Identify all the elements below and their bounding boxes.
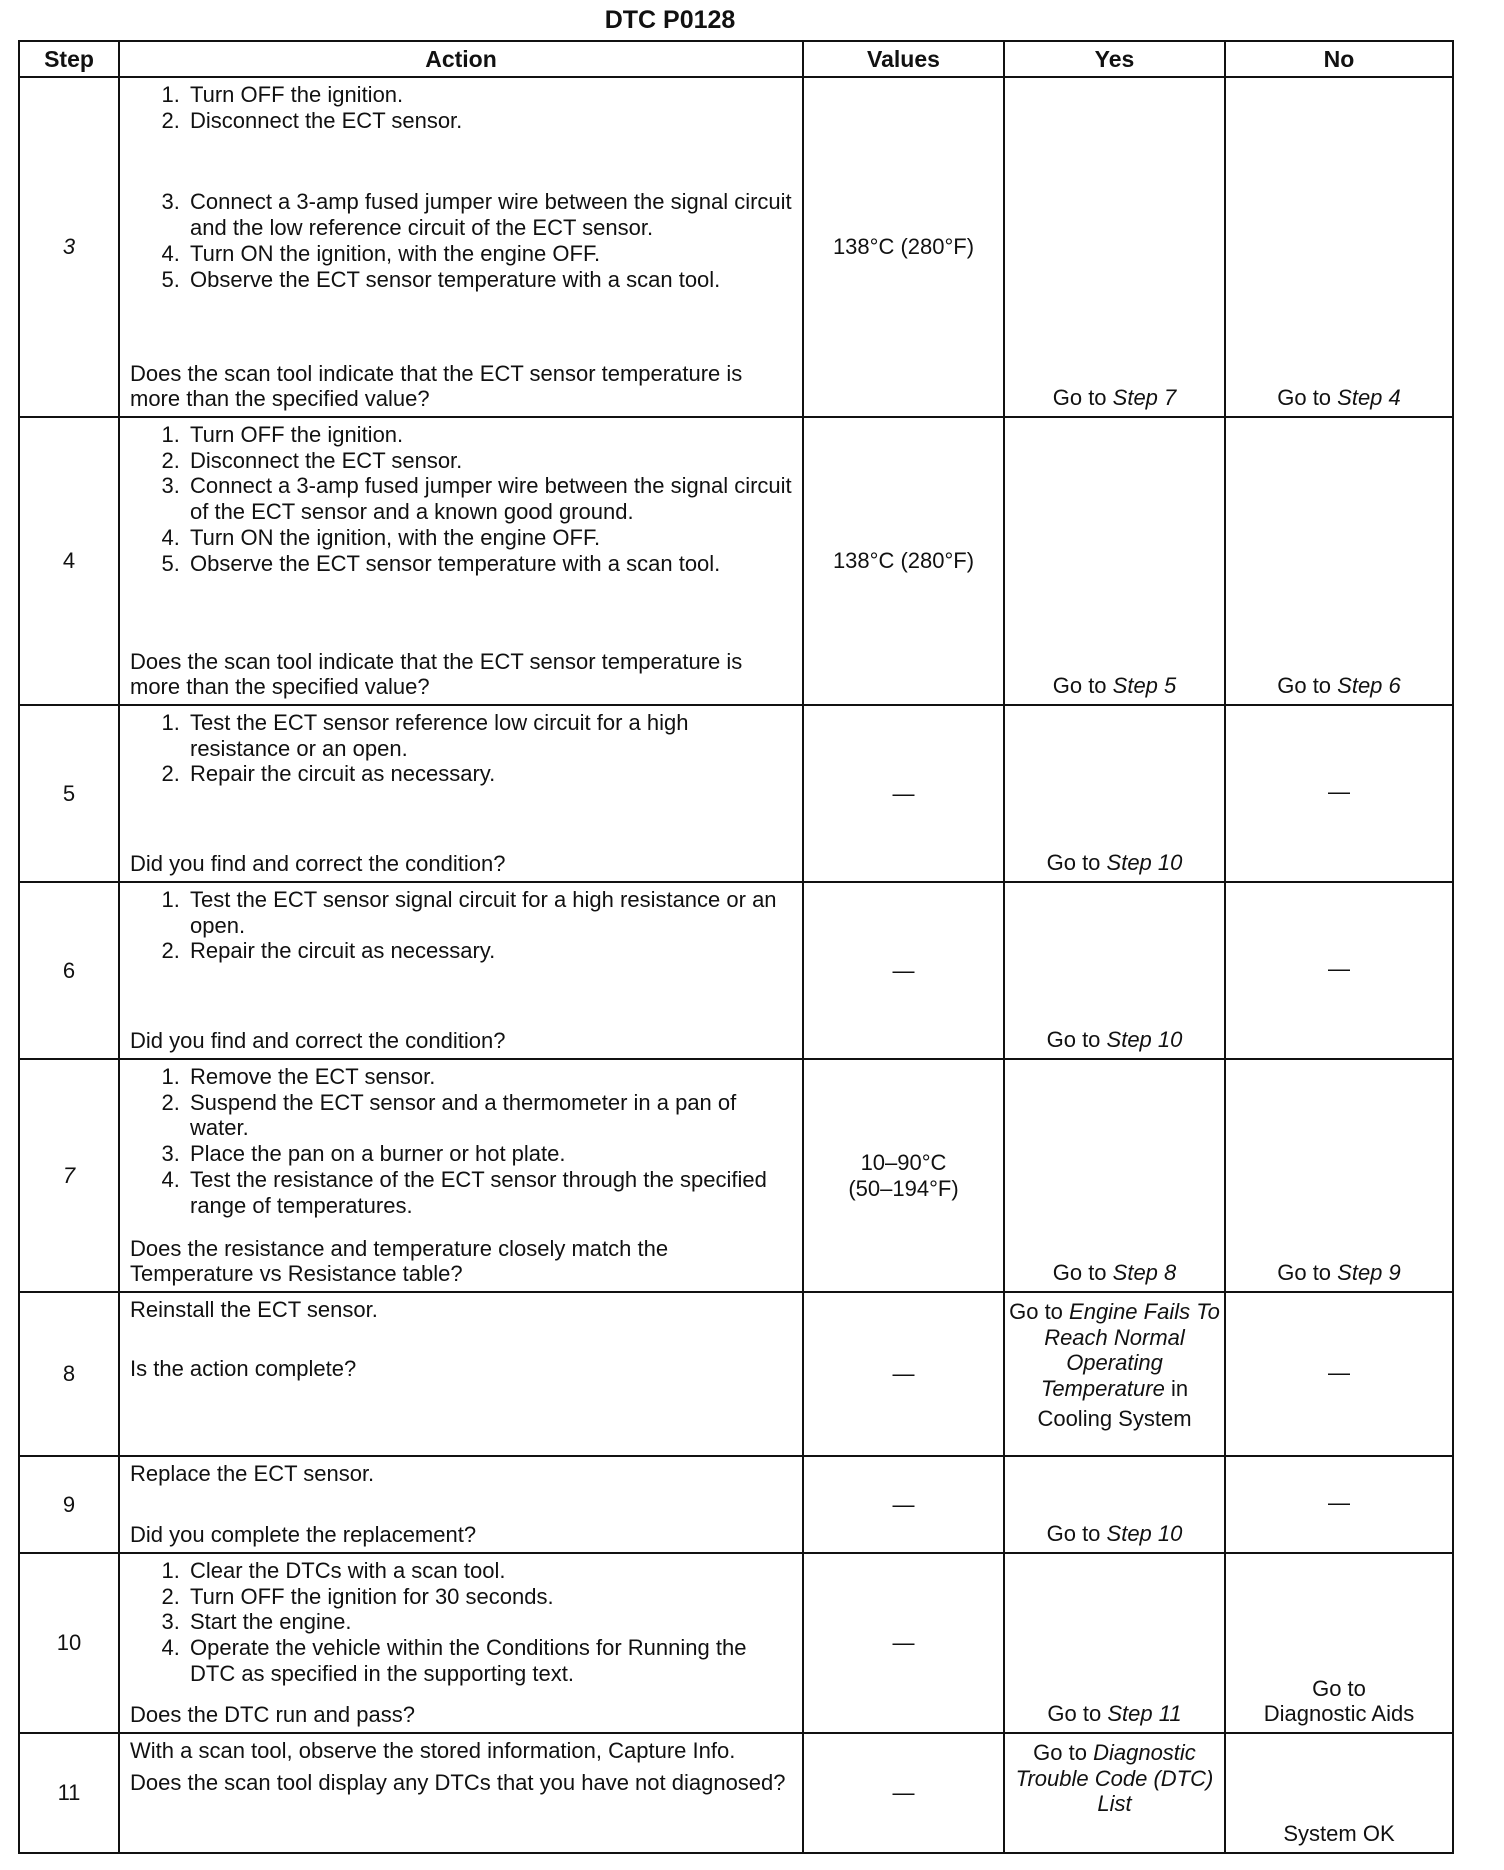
no-cell: — [1225, 1292, 1453, 1456]
step-number: 3 [19, 77, 119, 417]
action-step: 2. Turn OFF the ignition for 30 seconds. [186, 1584, 794, 1610]
step-number: 10 [19, 1553, 119, 1733]
no-cell [1225, 1553, 1453, 1733]
action-step: 2. Suspend the ECT sensor and a thermometer in a pan of water. [186, 1090, 794, 1141]
value-line: 10–90°C [860, 1149, 947, 1175]
action-step: 2. Repair the circuit as necessary. [186, 761, 794, 787]
yes-cell: Go to Step 5 [1004, 417, 1225, 705]
action-step: 4. Test the resistance of the ECT sensor through the specified range of temperatures. [186, 1167, 794, 1218]
table-row [19, 1059, 1453, 1292]
action-steps [130, 82, 794, 292]
action-question: Does the DTC run and pass? [130, 1702, 415, 1728]
no-cell: Go to Step 6 [1225, 417, 1453, 705]
header-action: Action [119, 41, 803, 77]
value-cell: — [803, 1456, 1004, 1553]
yes-cell: Go to Step 10 [1004, 882, 1225, 1059]
action-cell [119, 1292, 803, 1456]
step-number: 11 [19, 1733, 119, 1853]
no-cell: Go to Step 4 [1225, 77, 1453, 417]
action-step: 1. Turn OFF the ignition. [186, 422, 794, 448]
yes-cell: Go to Step 8 [1004, 1059, 1225, 1292]
action-cell [119, 1733, 803, 1853]
value-cell: — [803, 705, 1004, 882]
value-cell: — [803, 1292, 1004, 1456]
action-question: Does the resistance and temperature closely match the Temperature vs Resistance table? [130, 1235, 669, 1287]
yes-cell: Go to Diagnostic Trouble Code (DTC) List [1004, 1733, 1225, 1853]
action-step: 1. Test the ECT sensor reference low circuit for a high resistance or an open. [186, 710, 794, 761]
action-instruction: Reinstall the ECT sensor. [130, 1297, 378, 1322]
action-step: 3. Start the engine. [186, 1609, 794, 1635]
action-step: 2. Disconnect the ECT sensor. [186, 448, 794, 474]
action-question: Does the scan tool indicate that the ECT sensor temperature is more than the specified value? [130, 360, 743, 412]
no-cell: — [1225, 882, 1453, 1059]
step-number: 6 [19, 882, 119, 1059]
yes-cell: Go to Step 11 [1004, 1553, 1225, 1733]
yes-cell: Go to Step 10 [1004, 705, 1225, 882]
no-cell-line: Diagnostic Aids [1263, 1701, 1415, 1727]
action-step: 4. Operate the vehicle within the Conditions for Running the DTC as specified in the supporting text. [186, 1635, 794, 1686]
action-step: 1. Test the ECT sensor signal circuit for a high resistance or an open. [186, 887, 794, 938]
action-steps [130, 1064, 794, 1218]
table-row [19, 1292, 1453, 1456]
action-step: 2. Repair the circuit as necessary. [186, 938, 794, 964]
action-step: 3. Connect a 3-amp fused jumper wire between the signal circuit of the ECT sensor and a known good ground. [186, 473, 794, 524]
step-number: 9 [19, 1456, 119, 1553]
action-cell [119, 882, 803, 1059]
action-step: 4. Turn ON the ignition, with the engine OFF. [186, 525, 794, 551]
action-cell [119, 77, 803, 417]
action-steps [130, 422, 794, 576]
header-no: No [1225, 41, 1453, 77]
action-step: 5. Observe the ECT sensor temperature with a scan tool. [186, 267, 794, 293]
action-step: 1. Remove the ECT sensor. [186, 1064, 794, 1090]
step-number: 8 [19, 1292, 119, 1456]
step-number: 4 [19, 417, 119, 705]
table-row [19, 77, 1453, 417]
no-cell: Go to Step 9 [1225, 1059, 1453, 1292]
table-row [19, 1456, 1453, 1553]
action-instruction: With a scan tool, observe the stored information, Capture Info. [130, 1738, 736, 1763]
action-cell [119, 1553, 803, 1733]
action-cell [119, 705, 803, 882]
action-question: Does the scan tool display any DTCs that you have not diagnosed? [130, 1769, 786, 1795]
header-values: Values [803, 41, 1004, 77]
action-steps [130, 1558, 794, 1687]
no-cell: — [1225, 705, 1453, 882]
value-line: (50–194°F) [848, 1175, 959, 1201]
table-header-row [19, 41, 1453, 77]
step-number: 7 [19, 1059, 119, 1292]
action-step: 1. Turn OFF the ignition. [186, 82, 794, 108]
step-number: 5 [19, 705, 119, 882]
action-step: 1. Clear the DTCs with a scan tool. [186, 1558, 794, 1584]
action-step: 3. Connect a 3-amp fused jumper wire between the signal circuit and the low reference circuit of the ECT sensor. [186, 189, 794, 240]
value-cell: — [803, 1553, 1004, 1733]
action-question: Did you find and correct the condition? [130, 1028, 506, 1054]
action-step: 2. Disconnect the ECT sensor. [186, 108, 794, 134]
action-question: Did you find and correct the condition? [130, 851, 506, 877]
no-cell: System OK [1225, 1733, 1453, 1853]
action-cell [119, 1456, 803, 1553]
value-cell [803, 1059, 1004, 1292]
action-steps [130, 887, 794, 964]
table-row [19, 417, 1453, 705]
yes-cell: Go to Step 10 [1004, 1456, 1225, 1553]
table-row [19, 705, 1453, 882]
value-cell: — [803, 1733, 1004, 1853]
value-cell: 138°C (280°F) [803, 417, 1004, 705]
yes-cell: Go to Step 7 [1004, 77, 1225, 417]
document-title: DTC P0128 [604, 6, 736, 34]
table-row [19, 1553, 1453, 1733]
header-yes: Yes [1004, 41, 1225, 77]
yes-cell-tail: Cooling System [1037, 1405, 1192, 1431]
table-row [19, 1733, 1453, 1853]
action-cell [119, 1059, 803, 1292]
no-cell: — [1225, 1456, 1453, 1553]
action-step: 4. Turn ON the ignition, with the engine OFF. [186, 241, 794, 267]
header-step: Step [19, 41, 119, 77]
yes-cell: Go to Engine Fails To Reach Normal Operating Temperature in Cooling System [1004, 1292, 1225, 1456]
action-question: Did you complete the replacement? [130, 1522, 477, 1548]
action-step: 3. Place the pan on a burner or hot plate. [186, 1141, 794, 1167]
action-cell [119, 417, 803, 705]
diagnostic-table [18, 40, 1454, 1854]
table-row [19, 882, 1453, 1059]
action-question: Is the action complete? [130, 1355, 357, 1381]
action-question: Does the scan tool indicate that the ECT sensor temperature is more than the specified value? [130, 648, 743, 700]
value-cell: 138°C (280°F) [803, 77, 1004, 417]
value-cell: — [803, 882, 1004, 1059]
action-step: 5. Observe the ECT sensor temperature with a scan tool. [186, 551, 794, 577]
no-cell-line: Go to [1312, 1675, 1366, 1701]
action-instruction: Replace the ECT sensor. [130, 1461, 375, 1486]
action-steps [130, 710, 794, 787]
